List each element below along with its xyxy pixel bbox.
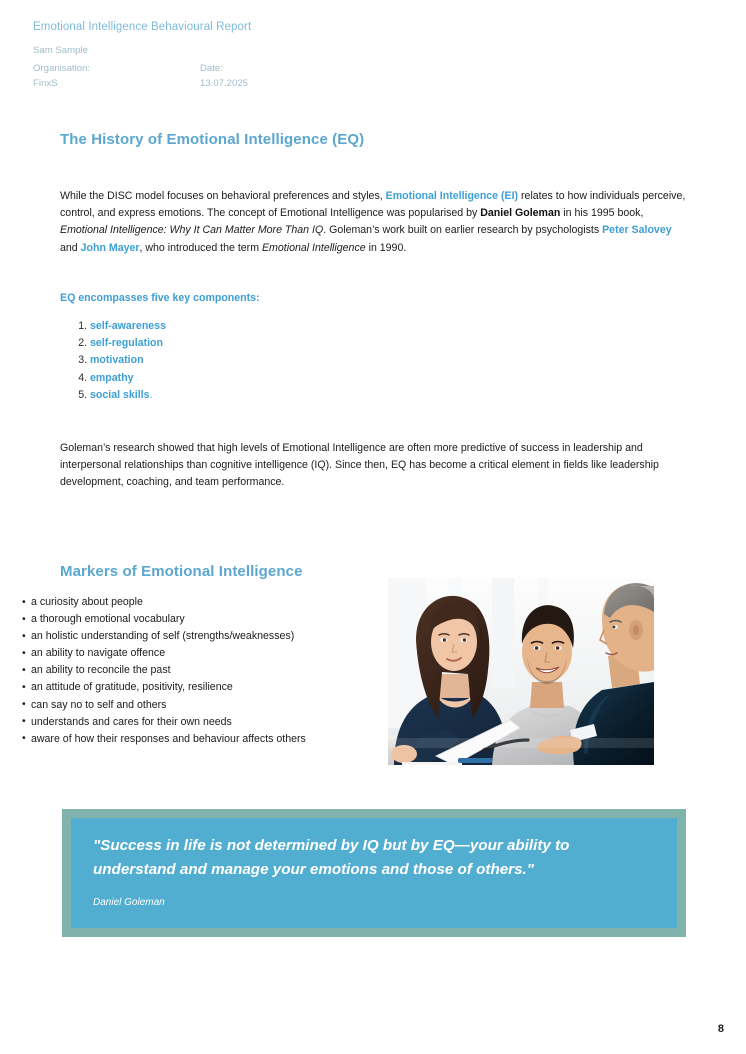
para1-accent-john-mayer: John Mayer	[80, 241, 140, 254]
para1-italic-book-title: Emotional Intelligence: Why It Can Matter More Than IQ	[60, 224, 324, 237]
list-item: • an holistic understanding of self (strengths/weaknesses)	[22, 628, 340, 645]
list-item: • a thorough emotional vocabulary	[22, 611, 340, 628]
date-label: Date:	[200, 63, 223, 74]
list-item: • can say no to self and others	[22, 697, 340, 714]
para1-text-4: . Goleman’s work built on earlier research by psychologists	[323, 224, 603, 237]
page-number: 8	[717, 1023, 724, 1035]
meta-row-labels	[33, 61, 693, 76]
eq-components-list	[60, 318, 166, 404]
list-item	[90, 352, 166, 369]
subject-name: Sam Sample	[33, 45, 88, 56]
quote-callout	[62, 809, 686, 937]
list-item	[90, 370, 166, 387]
para1-text-6: , who introduced the term	[139, 241, 262, 254]
para1-accent-peter-salovey: Peter Salovey	[602, 224, 672, 237]
list-item: • understands and cares for their own needs	[22, 714, 340, 731]
quote-author: Daniel Goleman	[93, 897, 165, 908]
eq-components-lead-in: EQ encompasses five key components:	[60, 292, 260, 304]
para1-text-7: in 1990.	[365, 241, 407, 254]
organisation-value: FinxS	[33, 78, 58, 89]
document-title: Emotional Intelligence Behavioural Report	[33, 21, 252, 33]
list-item	[90, 335, 166, 352]
component-label: social skills	[90, 388, 150, 401]
list-item	[90, 387, 166, 404]
document-header	[33, 20, 693, 91]
list-item: • a curiosity about people	[22, 594, 340, 611]
component-label: self-regulation	[90, 337, 163, 350]
para1-text-1: While the DISC model focuses on behavioral preferences and styles,	[60, 190, 386, 202]
list-item: • aware of how their responses and behaviour affects others	[22, 731, 340, 748]
list-item: • an attitude of gratitude, positivity, resilience	[22, 679, 340, 696]
list-item	[90, 318, 166, 335]
heading-markers-of-ei: Markers of Emotional Intelligence	[60, 563, 303, 580]
component-tail: .	[149, 388, 153, 401]
meta-row-values	[33, 76, 693, 91]
heading-history-of-eq: The History of Emotional Intelligence (EQ)	[60, 131, 365, 148]
para1-text-2: relates to how individuals perceive, control, and express emotions. The concept of Emotional Intelligence was popularised by	[60, 190, 686, 220]
para1-bold-daniel-goleman: Daniel Goleman	[480, 207, 561, 220]
organisation-label: Organisation:	[33, 63, 91, 74]
paragraph-goleman-research: Goleman’s research showed that high levels of Emotional Intelligence are often more predictive of success in leadership and interpersonal relationships than cognitive intelligence (IQ). Since then, EQ has become a critical element in fields like leadership development, coaching, and team performance.	[60, 442, 659, 489]
quote-text: "Success in life is not determined by IQ but by EQ—your ability to understand and manage your emotions and those of others."	[93, 837, 570, 878]
markers-list	[8, 594, 340, 748]
list-item: • an ability to reconcile the past	[22, 662, 340, 679]
para1-accent-emotional-intelligence: Emotional Intelligence (EI)	[385, 190, 519, 202]
para1-text-5: and	[60, 241, 81, 254]
component-label: empathy	[90, 371, 134, 384]
list-item: • an ability to navigate offence	[22, 645, 340, 662]
para1-text-3: in his 1995 book,	[560, 207, 644, 220]
paragraph-history-intro	[60, 188, 686, 257]
meeting-photo	[388, 578, 654, 765]
quote-inner-panel	[71, 818, 677, 928]
date-value: 13.07.2025	[200, 78, 249, 89]
component-label: self-awareness	[90, 320, 166, 332]
para1-italic-emotional-intelligence: Emotional Intelligence	[261, 241, 366, 254]
component-label: motivation	[90, 354, 144, 367]
